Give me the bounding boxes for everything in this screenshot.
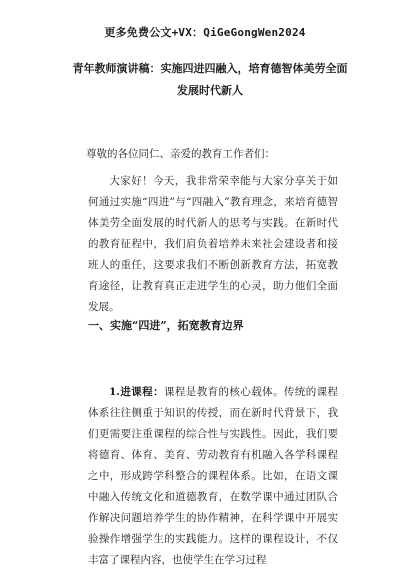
intro-paragraph-text: 大家好！今天，我非常荣幸能与大家分享关于如何通过实施“四进”与“四融入”教育理念，来培育德智体美劳全面发展的时代新人的思考与实践。在新时代的教育征程中，我们肩负着培养未来社会建设者和接班人的重任，这要求我们不断创新教育方法，拓宽教育途径，让教育真正走进学生的心灵，助力他们全面发展。 bbox=[88, 175, 338, 313]
watermark-header: 更多免费公文+VX：QiGeGongWen2024 bbox=[104, 26, 306, 39]
title-line-2: 发展时代新人 bbox=[177, 84, 243, 97]
section-heading: 一、实施“四进”，拓宽教育边界 bbox=[88, 319, 244, 332]
title-line-1: 青年教师演讲稿：实施四进四融入，培育德智体美劳全面 bbox=[72, 62, 348, 75]
point-paragraph bbox=[88, 382, 338, 571]
point-body-text: 课程是教育的核心载体。传统的课程体系往往侧重于知识的传授，而在新时代背景下，我们更需要注重课程的综合性与实践性。因此，我们要将德育、体育、美育、劳动教育有机融入各学科课程之中，形成跨学科整合的课程体系。比如，在语文课中融入传统文化和道德教育，在数学课中通过团队合作解决问题培养学生的协作精神，在科学课中开展实验操作增强学生的实践能力。这样的课程设计，不仅丰富了课程内容，也使学生在学习过程 bbox=[88, 386, 339, 566]
intro-paragraph bbox=[88, 171, 338, 318]
salutation: 尊敬的各位同仁、亲爱的教育工作者们： bbox=[86, 148, 275, 160]
point-lead: 1.进课程： bbox=[109, 386, 164, 398]
document-title bbox=[60, 58, 360, 102]
